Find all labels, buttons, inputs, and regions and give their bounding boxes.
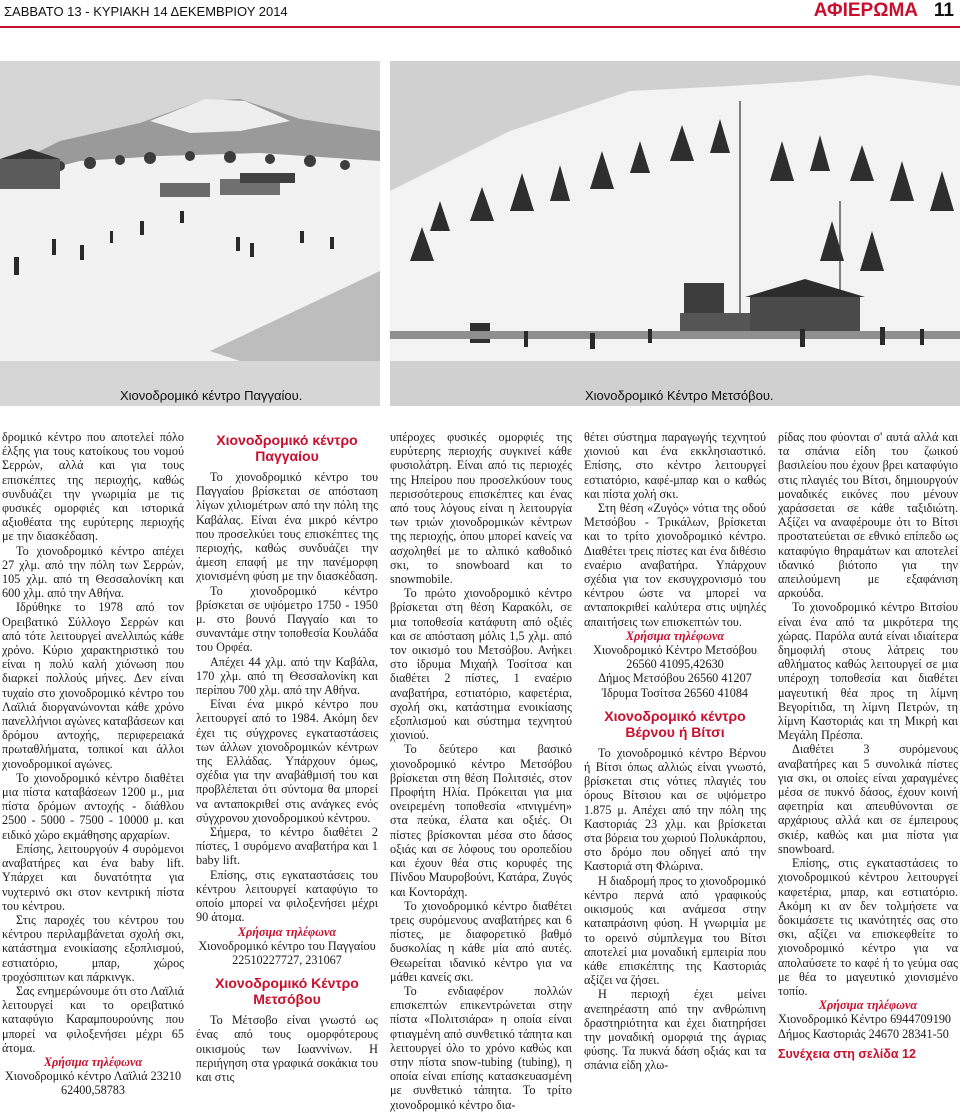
section-heading: Χιονοδρομικό κέντρο Βέρνου ή Βίτσι xyxy=(604,707,746,740)
photo-pangaio-panel xyxy=(0,61,380,406)
phone-entry: Ίδρυμα Τοσίτσα 26560 41084 xyxy=(601,685,749,700)
phones-title: Χρήσιμα τηλέφωνα xyxy=(43,1054,143,1069)
photo-metsovo-panel xyxy=(390,61,960,406)
article-column-3 xyxy=(390,430,572,1112)
paragraph: Είναι ένα μικρό κέντρο που λειτουργεί από το 1984. Ακόμη δεν έχει τις σύγχρονες εγκαταστάσεις των άλλων χιονοδρομικών κέντρων της Ελλάδας. Υπάρχουν όμως, σχέδια για την αναβάθμισή του και προβλέπεται ότι σύντομα θα μπορεί να ανταποκριθεί στις ανάγκες ενός σύγχρονου χιονοδρομικού κέντρου. xyxy=(196,697,378,825)
paragraph: Σήμερα, το κέντρο διαθέτει 2 πίστες, 1 συρόμενο αναβατήρα και 1 baby lift. xyxy=(196,825,378,868)
paragraph: Το χιονοδρομικό κέντρο Βιτσίου είναι ένα από τα μικρότερα της χώρας. Παρόλα αυτά είναι ιδιαίτερα δημοφιλή στους λάτρεις του αθλήματος καθώς λειτουργεί σε μια υπέροχη τοποθεσία και διαθέτει μαγευτική θέα προς τη λίμνη Βεγορίτιδα, τη λίμνη Πετρών, τη λίμνη Καστοριάς και τη Μικρή και Μεγάλη Πρέσπα. xyxy=(778,600,958,743)
paragraph: Επίσης, στις εγκαταστάσεις του κέντρου λειτουργεί καταφύγιο το οποίο μπορεί να φιλοξενήσει μέχρι 90 άτομα. xyxy=(196,867,378,925)
paragraph: Το χιονοδρομικό κέντρο διαθέτει τρεις συρόμενους αναβατήρες και 6 πίστες, με διαφορετικό βαθμό δυσκολίας η κάθε μία από αυτές. Θεωρείται ιδανικό κέντρο για να μάθει κανείς σκι. xyxy=(390,898,572,984)
phone-entry: Χιονοδρομικό Κέντρο 6944709190 xyxy=(778,1012,952,1027)
phone-entry: Δήμος Καστοριάς 24670 28341-50 xyxy=(778,1026,949,1041)
phones-title: Χρήσιμα τηλέφωνα xyxy=(237,924,337,939)
section-heading: Χιονοδρομικό κέντρο Παγγαίου xyxy=(216,432,358,464)
paragraph: Το χιονοδρομικό κέντρο του Παγγαίου βρίσκεται σε απόσταση λίγων χιλιομέτρων από την πόλη της Καβάλας. Είναι ένα μικρό κέντρο που προσελκύει τους επισκέπτες της περιοχής, καθώς συνδυάζει την άμεση επαφή με την πανέμορφη χιονισμένη φύση με την διασκέδαση. xyxy=(196,470,378,584)
paragraph: Το χιονοδρομικό κέντρο Βέρνου ή Βίτσι όπως αλλιώς είναι γνωστό, βρίσκεται στις νότιες πλαγιές του όρους Βίτσιου και σε υψόμετρο 1.875 μ. Απέχει από την πόλη της Καστοριάς 23 χλμ. και βρίσκεται στα βόρεια του χωριού Πολυκάρπου, στο δρόμο που οδηγεί από την Καστοριά στη Φλώρινα. xyxy=(584,745,766,874)
article-column-5 xyxy=(778,430,958,1061)
article-column-2 xyxy=(196,430,378,1084)
paragraph: Ιδρύθηκε το 1978 από τον Ορειβατικό Σύλλογο Σερρών και από τότε λειτουργεί ανελλιπώς κάθε χρόνο. Κύριο χαρακτηριστικό του είναι η πολύ καλή χιόνωση που διαρκεί πολλούς μήνες. Δεν είναι τυχαίο στο χιονοδρομικό κέντρο του Λαϊλιά διοργανώνονται κάθε χρόνο πανελλήνιοι αγώνες καταβάσεων και δρόμου αντοχής, περιφερειακά πρωταθλήματα, τοπικοί και άλλοι χιονοδρομικοί αγώνες. xyxy=(2,600,184,771)
page-header xyxy=(0,0,960,28)
paragraph: Στις παροχές του κέντρου του κέντρου περιλαμβάνεται σχολή σκι, κατάστημα ενοικίασης εξοπλισμού, εστιατόριο, μπαρ, χώρος τροχόσπιτων και πάρκινγκ. xyxy=(2,912,184,984)
paragraph: Η διαδρομή προς το χιονοδρομικό κέντρο περνά από γραφικούς οικισμούς και ανάμεσα στην καταπράσινη φύση. Η γνωριμία με το ορεινό σύμπλεγμα του Βίτσι αποτελεί μια μοναδική εμπειρία που κάθε επισκέπτης της Καστοριάς αξίζει να ζήσει. xyxy=(584,873,766,988)
issue-date: ΣΑΒΒΑΤΟ 13 - ΚΥΡΙΑΚΗ 14 ΔΕΚΕΜΒΡΙΟΥ 2014 xyxy=(4,4,288,19)
phone-entry: Χιονοδρομικό κέντρο του Παγγαίου 22510227727, 231067 xyxy=(198,938,376,967)
phone-entry: Χιονοδρομικό κέντρο Λαϊλιά 23210 62400,58783 xyxy=(4,1069,182,1098)
article-column-1 xyxy=(2,430,184,1098)
section-title: ΑΦΙΕΡΩΜΑ xyxy=(813,0,918,21)
paragraph: Το δεύτερο και βασικό χιονοδρομικό κέντρο Μετσόβου βρίσκεται στη θέση Πολιτσιές, στον Προφήτη Ηλία. Πρόκειται για μια ονειρεμένη τοποθεσία «πνιγμένη» στα πεύκα, έλατα και οξιές. Οι πίστες βρίσκονται μέσα στο δάσος οξιάς και σε λόφους του οροπεδίου και έχουν θέα στις κορυφές της Πίνδου Μαυροβούνι, Κατάρα, Ζυγός και Κοντοράχη. xyxy=(390,742,572,899)
paragraph: ρίδας που φύονται σ' αυτά αλλά και τα σπάνια είδη του ζωικού βασιλείου που έχουν βρει καταφύγιο στις πλαγιές του Βίτσι, δημιουργούν μοναδικές εικόνες που μένουν χαράσσεται σε κάθε ταξιδιώτη. Αξίζει να αναφέρουμε ότι το Βίτσι προστατεύεται σε εθνικό επίπεδο ως καταφύγιο θηραμάτων και αποτελεί ιδανικό βιότοπο για την απειλούμενη με εξαφάνιση αρκούδα. xyxy=(778,430,958,601)
paragraph: Στη θέση «Ζυγός» νότια της οδού Μετσόβου - Τρικάλων, βρίσκεται και το τρίτο χιονοδρομικό κέντρο. Διαθέτει τρεις πίστες και ένα διθέσιο εναέριο αναβατήρα. Υπάρχουν σχέδια για τον εκσυγχρονισμό του κέντρου ώστε να μπορεί να ανταποκριθεί καλύτερα στις υψηλές απαιτήσεις των επισκεπτών του. xyxy=(584,501,766,629)
paragraph: Σας ενημερώνουμε ότι στο Λαϊλιά λειτουργεί και το ορειβατικό καταφύγιο Καραμπουρούνης που μπορεί να φιλοξενήσει μέχρι 65 άτομα. xyxy=(2,983,184,1055)
section-heading: Χιονοδρομικό Κέντρο Μετσόβου xyxy=(215,975,359,1008)
phones-title: Χρήσιμα τηλέφωνα xyxy=(818,998,918,1013)
paragraph: Η περιοχή έχει μείνει ανεπηρέαστη από την ανθρώπινη δραστηριότητα και έχει διατηρήσει την μοναδική ομορφιά της άγριας φύσης. Τα πυκνά δάση οξιάς και τα σπάνια είδη χλω- xyxy=(584,987,766,1073)
photo-pangaio xyxy=(0,61,380,406)
photo-caption: Χιονοδρομικό Κέντρο Μετσόβου. xyxy=(585,388,774,403)
paragraph: δρομικό κέντρο που αποτελεί πόλο έλξης για τους κατοίκους του νομού Σερρών, αλλά και για τους επισκέπτες της περιοχής, καθώς συνδυάζει την γνωριμία με τις φυσικές ομορφιές και ιστορικά αξιοθέατα της ευρύτερης περιοχής με την διασκέδαση. xyxy=(2,430,184,544)
paragraph: υπέροχες φυσικές ομορφιές της ευρύτερης περιοχής συγκινεί κάθε φυσιολάτρη. Είναι από τις περιοχές της Ηπείρου που προσελκύουν τους περισσότερους επισκέπτες και ένας από τους λόγους είναι η λειτουργία των τριών χιονοδρομικών κέντρων της περιοχής, όπου μπορεί κανείς να ασχοληθεί με το αλπικό καθοδικό σκι, το snowboard και το snowmobile. xyxy=(390,430,572,587)
paragraph: θέτει σύστημα παραγωγής τεχνητού χιονιού και ένα εκκλησιαστικό. Επίσης, στο κέντρο λειτουργεί εστιατόριο, καφέ-μπαρ και ο καθώς και πίστα χολή σκι. xyxy=(584,430,766,501)
paragraph: Επίσης, λειτουργούν 4 συρόμενοι αναβατήρες και ένα baby lift. Υπάρχει και δυνατότητα για νυχτερινό σκι στον κεντρική πίστα του κέντρου. xyxy=(2,841,184,913)
photo-caption: Χιονοδρομικό κέντρο Παγγαίου. xyxy=(120,388,303,403)
paragraph: Το χιονοδρομικό κέντρο απέχει 27 χλμ. από την πόλη των Σερρών, 105 χλμ. από τη Θεσσαλονίκη και 600 χλμ. από την Αθήνα. xyxy=(2,543,184,601)
continued-link[interactable]: Συνέχεια στη σελίδα 12 xyxy=(778,1046,916,1061)
paragraph: Απέχει 44 χλμ. από την Καβάλα, 170 χλμ. από τη Θεσσαλονίκη και περίπου 700 χλμ. από την Αθήνα. xyxy=(196,654,378,698)
paragraph: Το Μέτσοβο είναι γνωστό ως ένας από τους ομορφότερους οικισμούς των Ιωαννίνων. Η περιήγηση στα γραφικά σοκάκια του και στις xyxy=(196,1013,378,1084)
phone-entry: Χιονοδρομικό Κέντρο Μετσόβου 26560 41095,42630 xyxy=(593,643,757,672)
paragraph: Το χιονοδρομικό κέντρο βρίσκεται σε υψόμετρο 1750 - 1950 μ. στο βουνό Παγγαίο και το συναντάμε στην τοποθεσία Κουλάδα του Ορφέα. xyxy=(196,583,378,655)
article-column-4 xyxy=(584,430,766,1073)
paragraph: Το ενδιαφέρον πολλών επισκεπτών επικεντρώνεται στην πίστα «Πολιτσιάρα» η οποία είναι φτιαγμένη από συνθετικό τάπητα και λειτουργεί όλο το χρόνο καθώς και στην πίστα snow-tubing (tubing), η οποία είναι επίσης κατασκευασμένη με συνθετικό τάπητα. Το τρίτο χιονοδρομικό κέντρο δια- xyxy=(390,983,572,1112)
paragraph: Το πρώτο χιονοδρομικό κέντρο βρίσκεται στη θέση Καρακόλι, σε μια τοποθεσία κατάφυτη από οξιές και σε απόσταση μόλις 1,5 χλμ. από τον οικισμό του Μετσόβου. Ανήκει στο ίδρυμα Μιχαήλ Τοσίτσα και διαθέτει 2 πίστες, 1 εναέριο αναβατήρα, εστιατόριο, καφετέρια, σχολή σκι, κατάστημα ενοικίασης εξοπλισμού και σύστημα τεχνητού χιονιού. xyxy=(390,586,572,743)
page-number: 11 xyxy=(933,0,954,21)
paragraph: Το χιονοδρομικό κέντρο διαθέτει μια πίστα καταβάσεων 1200 μ., μια πίστα δρόμων αντοχής - διάθλου 2500 - 5000 - 7500 - 10000 μ. και ειδικό χώρο εκμάθησης αρχαρίων. xyxy=(2,770,184,842)
phone-entry: Δήμος Μετσόβου 26560 41207 xyxy=(598,671,752,686)
paragraph: Διαθέτει 3 συρόμενους αναβατήρες και 5 συνολικά πίστες για σκι, οι οποίες είναι χαραγμένες μέσα σε πυκνό δάσος, έχουν κοινή αφετηρία και απευθύνονται σε αρχάριους αλλά και σε έμπειρους σκιέρ, καθώς και μια πίστα για snowboard. xyxy=(778,742,958,856)
paragraph: Επίσης, στις εγκαταστάσεις το χιονοδρομικού κέντρου λειτουργεί καφετέρια, μπαρ, και εστιατόριο. Ακόμη κι αν δεν τολμήσετε να δοκιμάσετε τις ικανότητές σας στο σκι, αξίζει να επισκεφθείτε το χιονοδρομικό κέντρο για να απολαύσετε το καφέ ή το γεύμα σας με θέα το μαγευτικό χιονισμένο τοπίο. xyxy=(778,856,958,998)
phones-title: Χρήσιμα τηλέφωνα xyxy=(625,628,725,643)
photo-metsovo xyxy=(390,61,960,406)
